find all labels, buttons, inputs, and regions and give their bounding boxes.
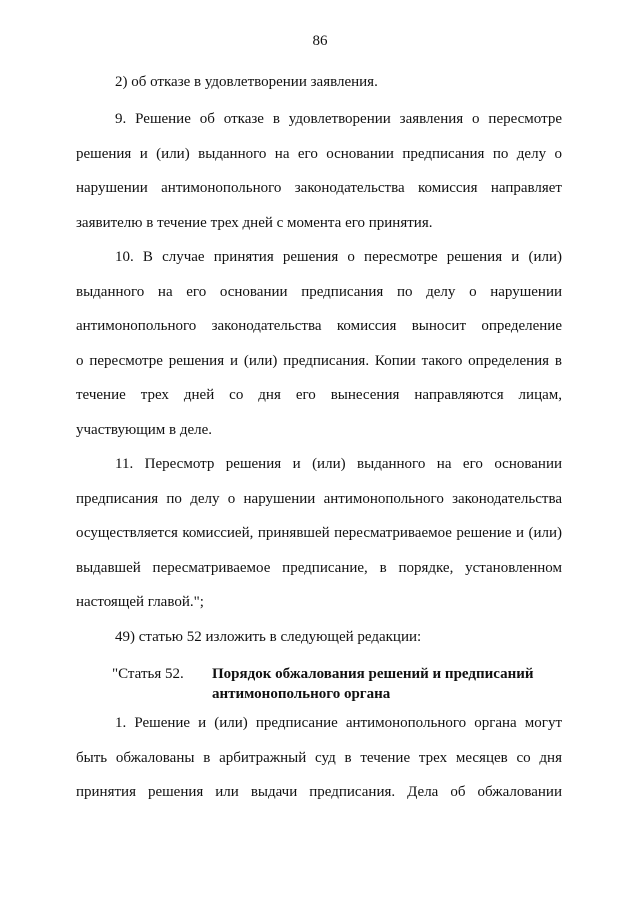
paragraph-11: [76, 454, 562, 627]
paragraph-10-line: течение трех дней со дня его вынесения направляются лицам,: [76, 387, 562, 403]
paragraph-11-line: осуществляется комиссией, принявшей пересматриваемое решение и (или): [76, 525, 562, 541]
paragraph-10: [76, 247, 562, 454]
article-title-line: Порядок обжалования решений и предписаний: [212, 666, 534, 682]
paragraph-10-line: о пересмотре решения и (или) предписания. Копии такого определения в: [76, 352, 562, 369]
paragraph-11-line: настоящей главой.";: [76, 594, 204, 610]
paragraph-10-line: выданного на его основании предписания по делу о нарушении: [76, 283, 562, 300]
paragraph-11-line: выдавшей пересматриваемое предписание, в порядке, установленном: [76, 559, 562, 576]
paragraph-9-line: 9. Решение об отказе в удовлетворении заявления о пересмотре: [115, 111, 562, 127]
paragraph-1-line: 1. Решение и (или) предписание антимонопольного органа могут: [115, 715, 562, 731]
paragraph-10-line: 10. В случае принятия решения о пересмотре решения и (или): [115, 249, 562, 265]
article-title: [212, 664, 534, 704]
paragraph-10-line: участвующим в деле.: [76, 421, 213, 438]
paragraph-1-line: принятия решения или выдачи предписания. Дела об обжаловании: [76, 784, 562, 800]
paragraph-11-line: предписания по делу о нарушении антимонопольного законодательства: [76, 490, 562, 507]
page-number: 86: [312, 33, 328, 49]
paragraph-11-line: 11. Пересмотр решения и (или) выданного на его основании: [115, 456, 562, 472]
item-49-article-52: 49) статью 52 изложить в следующей редакции:: [115, 629, 422, 645]
paragraph-10-line: антимонопольного законодательства комиссия выносит определение: [76, 318, 562, 334]
paragraph-9-line: решения и (или) выданного на его основании предписания по делу о: [76, 145, 562, 162]
item-2-refusal: 2) об отказе в удовлетворении заявления.: [115, 74, 378, 90]
article-title-line: антимонопольного органа: [212, 686, 391, 702]
article-number: "Статья 52.: [112, 666, 184, 682]
paragraph-9: [76, 109, 562, 247]
paragraph-9-line: заявителю в течение трех дней с момента его принятия.: [76, 214, 433, 231]
paragraph-1-line: быть обжалованы в арбитражный суд в течение трех месяцев со дня: [76, 749, 562, 766]
paragraph-9-line: нарушении антимонопольного законодательства комиссия направляет: [76, 180, 562, 196]
paragraph-1: [76, 713, 562, 817]
